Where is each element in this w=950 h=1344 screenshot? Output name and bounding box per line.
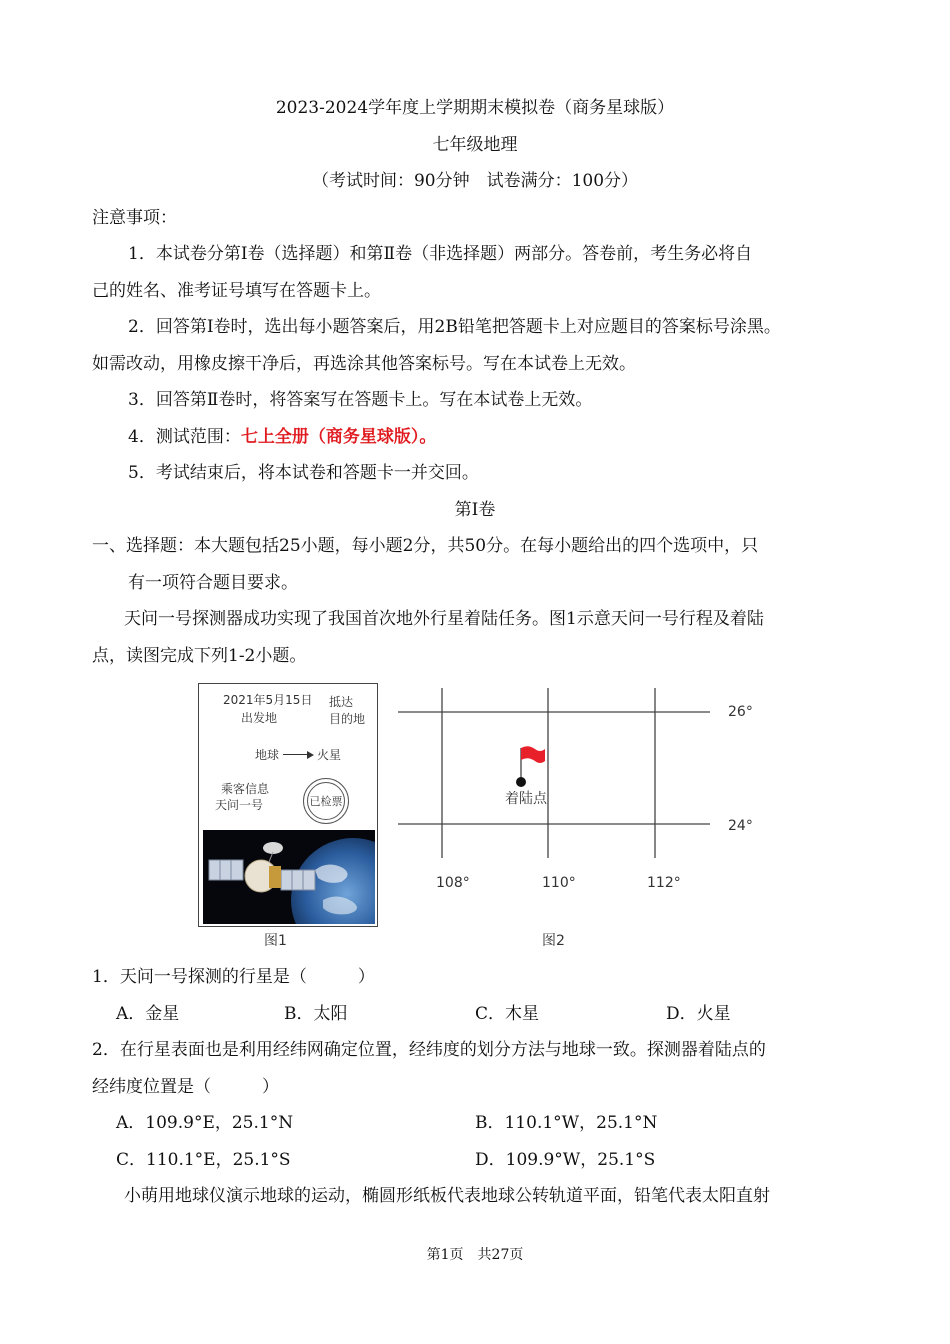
question-1-stem: 1．天问一号探测的行星是（ ） bbox=[92, 967, 375, 987]
notice-item-4-prefix: 4．测试范围： bbox=[128, 427, 241, 447]
question-2-stem-a: 2．在行星表面也是利用经纬网确定位置，经纬度的划分方法与地球一致。探测器着陆点的 bbox=[92, 1040, 766, 1060]
label-lon-110: 110° bbox=[542, 875, 576, 891]
next-intro-text: 小萌用地球仪演示地球的运动，椭圆形纸板代表地球公转轨道平面，铅笔代表太阳直射 bbox=[124, 1186, 770, 1206]
notice-item-4 bbox=[128, 426, 436, 448]
figure-2-grid bbox=[390, 683, 770, 888]
part1-instruction-a: 一、选择题：本大题包括25小题，每小题2分，共50分。在每小题给出的四个选项中，只 bbox=[92, 536, 759, 556]
page-footer: 第1页 共27页 bbox=[426, 1247, 524, 1263]
test-scope: 七上全册（商务星球版）。 bbox=[240, 427, 437, 447]
intro-text-a: 天问一号探测器成功实现了我国首次地外行星着陆任务。图1示意天问一号行程及着陆 bbox=[124, 609, 764, 629]
exam-subject: 七年级地理 bbox=[432, 135, 518, 155]
landing-point-label: 着陆点 bbox=[505, 791, 547, 807]
question-2-option-a: A．109.9°E，25.1°N bbox=[116, 1113, 294, 1133]
label-lat-26: 26° bbox=[728, 704, 753, 720]
exam-info: （考试时间：90分钟 试卷满分：100分） bbox=[311, 171, 639, 191]
exam-title: 2023-2024学年度上学期期末模拟卷（商务星球版） bbox=[275, 98, 675, 118]
ticket-to: 火星 bbox=[317, 748, 342, 762]
figure-1-ticket bbox=[198, 683, 378, 927]
figure-1-caption: 图1 bbox=[264, 933, 287, 949]
ticket-depart: 出发地 bbox=[241, 711, 278, 725]
question-2-option-c: C．110.1°E，25.1°S bbox=[116, 1150, 291, 1170]
notice-item-1a: 1．本试卷分第Ⅰ卷（选择题）和第Ⅱ卷（非选择题）两部分。答卷前，考生务必将自 bbox=[128, 244, 753, 264]
label-lon-108: 108° bbox=[436, 875, 470, 891]
question-1-option-a: A．金星 bbox=[116, 1004, 180, 1024]
volume-heading: 第Ⅰ卷 bbox=[454, 500, 496, 520]
label-lat-24: 24° bbox=[728, 818, 753, 834]
checked-stamp bbox=[303, 778, 349, 824]
notice-heading: 注意事项： bbox=[92, 208, 177, 228]
flag-icon bbox=[521, 746, 545, 782]
question-2-stem-b: 经纬度位置是（ ） bbox=[92, 1077, 279, 1097]
ticket-date: 2021年5月15日 bbox=[223, 693, 313, 707]
figure-2-caption: 图2 bbox=[542, 933, 565, 949]
arrow-head-icon bbox=[307, 751, 314, 759]
landing-point-marker bbox=[516, 777, 526, 787]
space-scene-svg bbox=[203, 830, 375, 924]
ticket-passenger-label: 乘客信息 bbox=[221, 782, 270, 796]
label-lon-112: 112° bbox=[647, 875, 681, 891]
spacecraft-icon bbox=[209, 842, 315, 892]
spacecraft-earth-image bbox=[203, 830, 375, 924]
notice-item-1b: 己的姓名、准考证号填写在答题卡上。 bbox=[92, 281, 381, 301]
stamp-text: 已检票 bbox=[309, 795, 343, 808]
notice-item-5: 5．考试结束后，将本试卷和答题卡一并交回。 bbox=[128, 463, 479, 483]
arrow-right-icon bbox=[283, 754, 309, 755]
ticket-arrive: 抵达 bbox=[329, 695, 354, 709]
ticket-from: 地球 bbox=[255, 748, 280, 762]
question-1-option-d: D．火星 bbox=[666, 1004, 731, 1024]
ticket-destination: 目的地 bbox=[329, 712, 366, 726]
notice-item-2b: 如需改动，用橡皮擦干净后，再选涂其他答案标号。写在本试卷上无效。 bbox=[92, 354, 636, 374]
intro-text-b: 点，读图完成下列1-2小题。 bbox=[92, 646, 307, 666]
question-2-option-d: D．109.9°W，25.1°S bbox=[475, 1150, 656, 1170]
part1-instruction-b: 有一项符合题目要求。 bbox=[128, 573, 298, 593]
notice-item-2a: 2．回答第Ⅰ卷时，选出每小题答案后，用2B铅笔把答题卡上对应题目的答案标号涂黑。 bbox=[128, 317, 781, 337]
notice-item-3: 3．回答第Ⅱ卷时，将答案写在答题卡上。写在本试卷上无效。 bbox=[128, 390, 593, 410]
question-1-option-b: B．太阳 bbox=[284, 1004, 348, 1024]
question-2-option-b: B．110.1°W，25.1°N bbox=[475, 1113, 658, 1133]
ticket-passenger-name: 天问一号 bbox=[215, 798, 264, 812]
question-1-option-c: C．木星 bbox=[475, 1004, 540, 1024]
